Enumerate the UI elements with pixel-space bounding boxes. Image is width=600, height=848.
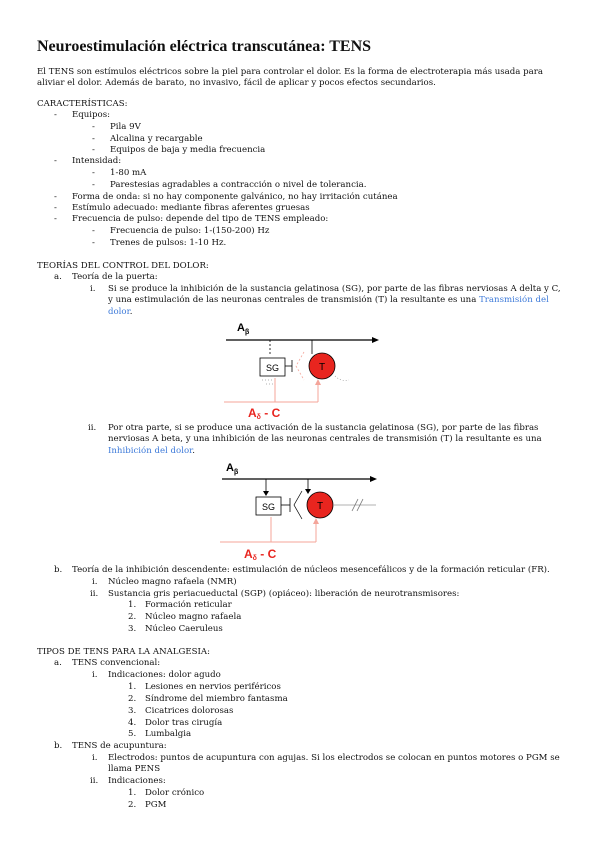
a-delta-c-label: Aδ - C <box>244 547 277 562</box>
t-label: T <box>316 501 324 512</box>
page-title: Neuroestimulación eléctrica transcutánea: TENS <box>37 38 372 55</box>
equipos-label: Equipos: <box>72 110 111 120</box>
list-item: Formación reticular <box>145 600 232 610</box>
teoria-puerta-i-text: Si se produce la inhibición de la sustancia gelatinosa (SG), por parte de las fibras nerviosas A delta y C, y una estimulación de las neuronas centrales de transmisión (T) la resultante es una Transmisión del dolor. <box>108 284 561 317</box>
list-item: Núcleo Caeruleus <box>145 624 223 634</box>
list-item: Trenes de pulsos: 1-10 Hz. <box>110 238 227 248</box>
bullet-dash: - <box>92 180 95 190</box>
bullet-dash: - <box>54 110 57 120</box>
bullet-dash: - <box>92 145 95 155</box>
list-item: Alcalina y recargable <box>110 134 203 144</box>
inhibicion-link[interactable]: Inhibición del dolor <box>108 445 193 456</box>
list-item: Electrodos: puntos de acupuntura con agujas. Si los electrodos se colocan en puntos motores o PGM se llama PENS <box>108 753 560 775</box>
a-beta-label: $A_\beta$ <box>237 322 250 336</box>
bullet-dash: - <box>54 203 57 213</box>
bullet-dash: - <box>54 192 57 202</box>
list-marker: 1. <box>128 682 137 692</box>
list-marker: i. <box>92 670 98 680</box>
list-item: Lesiones en nervios periféricos <box>145 682 281 692</box>
list-marker: i. <box>90 284 96 294</box>
bullet-dash: - <box>92 168 95 178</box>
list-marker: b. <box>54 565 63 575</box>
list-item: Indicaciones: <box>108 776 166 786</box>
teoria-inhibicion-title: Teoría de la inhibición descendente: estimulación de núcleos mesencefálicos y de la formación reticular (FR). <box>72 565 550 575</box>
bullet-dash: - <box>92 238 95 248</box>
list-item: Núcleo magno rafaela (NMR) <box>108 577 237 587</box>
list-marker: b. <box>54 741 63 751</box>
list-item: Cicatrices dolorosas <box>145 706 234 716</box>
list-marker: i. <box>92 753 98 763</box>
bullet-dash: - <box>92 122 95 132</box>
sg-label: SG <box>265 363 280 373</box>
list-item: Pila 9V <box>110 122 141 132</box>
caracteristicas-heading: CARACTERÍSTICAS: <box>37 99 128 109</box>
list-marker: ii. <box>90 776 99 786</box>
list-marker: a. <box>54 658 62 668</box>
sg-label: SG <box>261 502 276 512</box>
list-item: Indicaciones: dolor agudo <box>108 670 221 680</box>
transmision-link[interactable]: Transmisión del dolor <box>108 295 549 317</box>
diagram-transmision <box>222 318 382 420</box>
list-item: Equipos de baja y media frecuencia <box>110 145 266 155</box>
list-item: Dolor crónico <box>145 788 205 798</box>
list-item: Núcleo magno rafaela <box>145 612 242 622</box>
a-beta-label: $A_\beta$ <box>226 462 239 476</box>
list-marker: 2. <box>128 694 137 704</box>
list-marker: 3. <box>128 706 137 716</box>
intensidad-label: Intensidad: <box>72 156 122 166</box>
diagram-inhibicion <box>218 458 380 562</box>
tipos-heading: TIPOS DE TENS PARA LA ANALGESIA: <box>37 647 211 657</box>
list-item: 1-80 mA <box>110 168 147 178</box>
bullet-dash: - <box>92 134 95 144</box>
tens-acupuntura-title: TENS de acupuntura: <box>72 741 167 751</box>
list-marker: 3. <box>128 624 137 634</box>
list-item: Sustancia gris periacueductal (SGP) (opiáceo): liberación de neurotransmisores: <box>108 589 460 599</box>
list-marker: 2. <box>128 612 137 622</box>
estimulo-text: Estímulo adecuado: mediante fibras aferentes gruesas <box>72 203 310 213</box>
list-marker: 4. <box>128 718 137 728</box>
list-item: Parestesias agradables a contracción o nivel de tolerancia. <box>110 180 367 190</box>
list-item: Síndrome del miembro fantasma <box>145 694 288 704</box>
list-item: Dolor tras cirugía <box>145 718 223 728</box>
list-marker: a. <box>54 272 62 282</box>
list-item: PGM <box>145 800 167 810</box>
bullet-dash: - <box>92 226 95 236</box>
a-delta-c-label: Aδ - C <box>248 406 281 420</box>
bullet-dash: - <box>54 156 57 166</box>
list-marker: ii. <box>88 423 97 433</box>
list-item: Lumbalgia <box>145 729 192 739</box>
list-marker: i. <box>92 577 98 587</box>
teoria-puerta-title: Teoría de la puerta: <box>72 272 158 282</box>
frecuencia-text: Frecuencia de pulso: depende del tipo de TENS empleado: <box>72 214 329 224</box>
list-marker: 1. <box>128 600 137 610</box>
onda-text: Forma de onda: si no hay componente galvánico, no hay irritación cutánea <box>72 192 398 202</box>
teorias-heading: TEORÍAS DEL CONTROL DEL DOLOR: <box>37 261 209 271</box>
tens-convencional-title: TENS convencional: <box>72 658 161 668</box>
list-marker: 5. <box>128 729 137 739</box>
list-marker: 1. <box>128 788 137 798</box>
t-label: T <box>318 362 326 373</box>
list-marker: ii. <box>90 589 99 599</box>
list-item: Frecuencia de pulso: 1-(150-200) Hz <box>110 226 270 236</box>
intro-paragraph: El TENS son estímulos eléctricos sobre la piel para controlar el dolor. Es la forma de electroterapia más usada para aliviar el dolor. Además de barato, no invasivo, fácil de aplicar y pocos efectos secundarios. <box>37 67 543 88</box>
list-marker: 2. <box>128 800 137 810</box>
teoria-puerta-ii-text: Por otra parte, si se produce una activación de la sustancia gelatinosa (SG), por parte de las fibras nerviosas A beta, y una inhibición de las neuronas centrales de transmisión (T) la resultante es una Inhibición del dolor. <box>108 423 542 456</box>
bullet-dash: - <box>54 214 57 224</box>
